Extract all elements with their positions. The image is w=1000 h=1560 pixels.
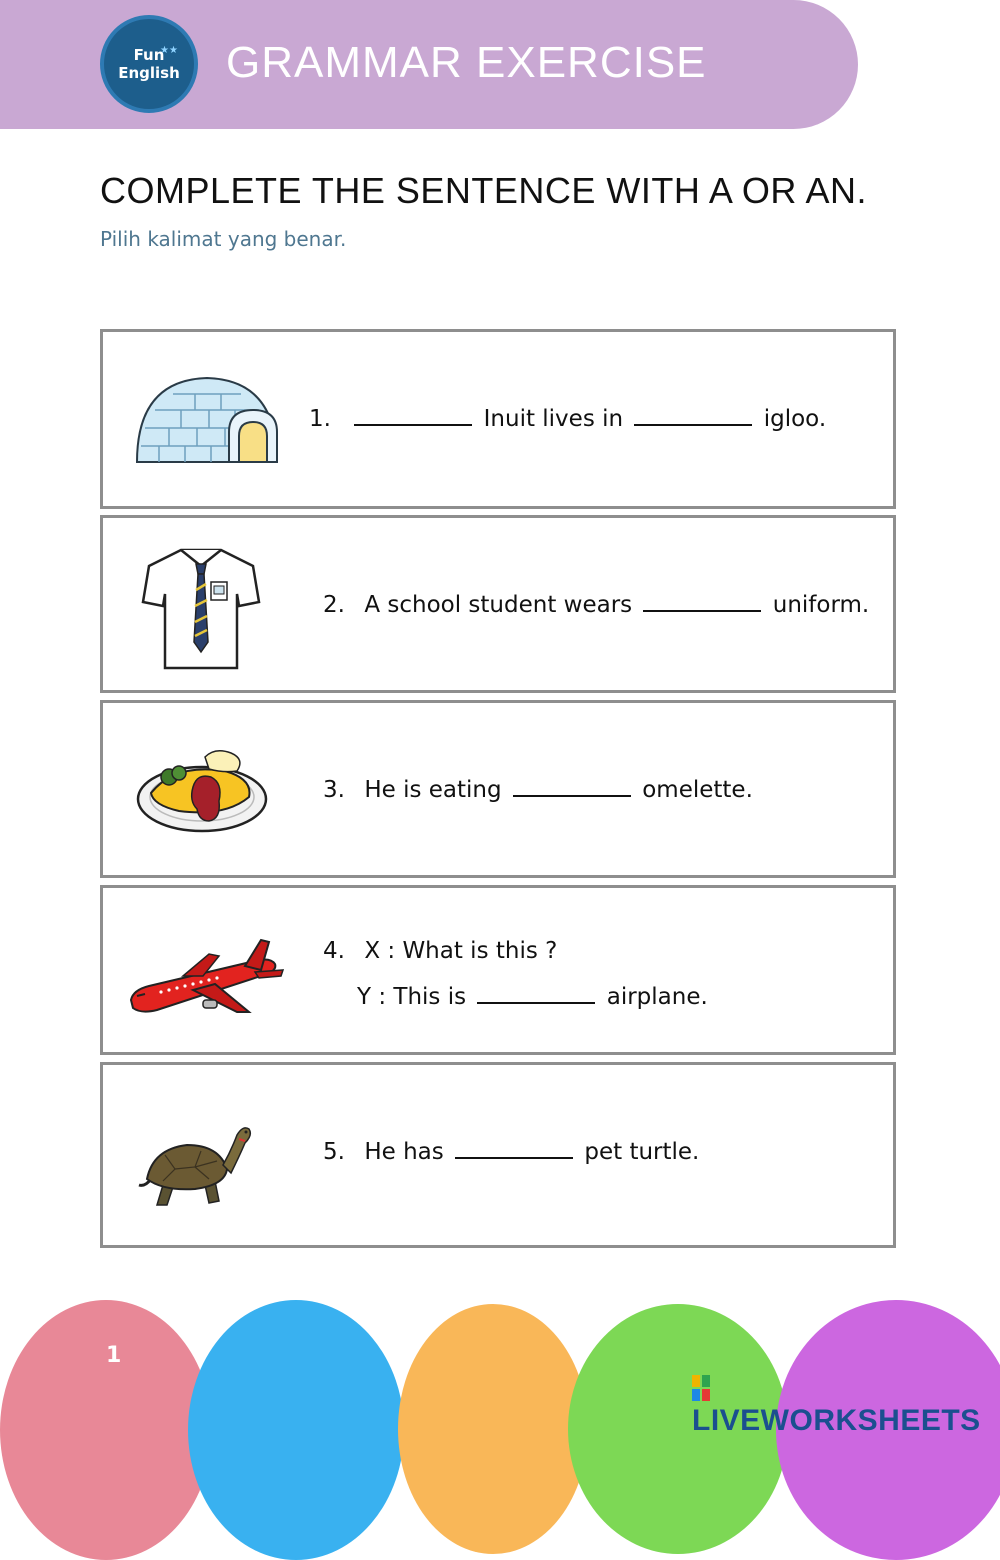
question-card-4 [100,885,896,1055]
question-1-part2: igloo. [763,406,827,432]
omelette-icon [135,743,269,839]
question-4-dialog-x: X : What is this ? [364,938,558,964]
footer-circle-pink [0,1300,212,1560]
page-number: 1 [106,1343,122,1368]
footer-circle-blue [188,1300,404,1560]
answer-blank-3[interactable] [513,773,631,797]
question-3-number: 3. [323,777,345,803]
question-4-line2 [357,980,708,1010]
answer-blank-1b[interactable] [634,402,752,426]
question-4-line1 [323,938,557,964]
question-5-part2: pet turtle. [584,1139,700,1165]
question-5-text [323,1135,699,1165]
footer-circle-orange [398,1304,588,1554]
logo-line-1: Fun [133,46,165,64]
answer-blank-1a[interactable] [354,402,472,426]
igloo-icon [129,370,285,470]
question-card-5 [100,1062,896,1248]
question-5-number: 5. [323,1139,345,1165]
question-4-part1: Y : This is [357,984,467,1010]
brand-text: LIVEWORKSHEETS [692,1404,981,1437]
liveworksheets-logo-icon [692,1375,710,1401]
question-card-2 [100,515,896,693]
page-title: GRAMMAR EXERCISE [226,38,707,87]
question-card-3 [100,700,896,878]
liveworksheets-brand [692,1370,1000,1438]
airplane-icon [127,936,287,1024]
question-4-number: 4. [323,938,345,964]
question-2-text [323,588,869,618]
school-shirt-icon [141,544,261,674]
fun-english-logo [100,15,198,113]
answer-blank-4[interactable] [477,980,595,1004]
question-2-part1: A school student wears [364,592,633,618]
question-1-text [309,402,826,432]
question-card-1 [100,329,896,509]
question-2-part2: uniform. [772,592,870,618]
question-1-number: 1. [309,406,331,432]
instruction-subtitle: Pilih kalimat yang benar. [100,227,347,251]
instruction-title: COMPLETE THE SENTENCE WITH A OR AN. [100,170,867,211]
answer-blank-2[interactable] [643,588,761,612]
turtle-icon [135,1121,255,1211]
logo-line-2: English [118,64,180,82]
question-4-part2: airplane. [606,984,708,1010]
question-3-part1: He is eating [364,777,502,803]
question-2-number: 2. [323,592,345,618]
answer-blank-5[interactable] [455,1135,573,1159]
question-1-part1: Inuit lives in [483,406,624,432]
logo-stars: ★★ [160,45,178,56]
question-3-part2: omelette. [642,777,753,803]
question-5-part1: He has [364,1139,444,1165]
question-3-text [323,773,753,803]
